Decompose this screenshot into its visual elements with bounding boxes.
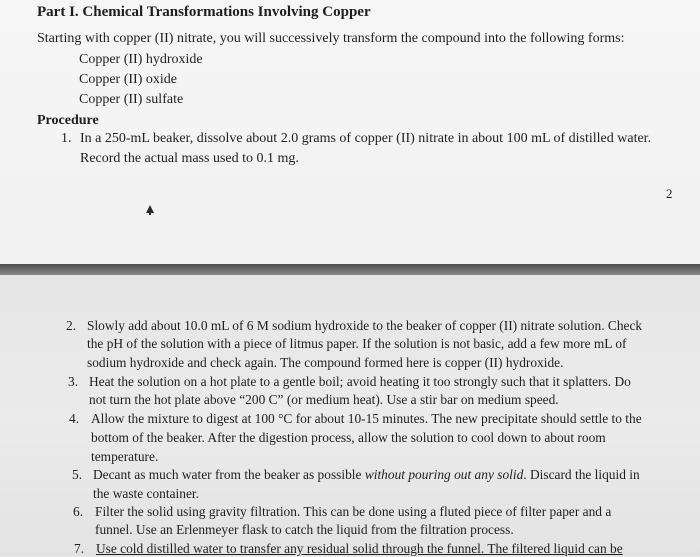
step-text-emphasis: without pouring out any solid [364,467,524,482]
step-number: 6. [73,504,84,519]
form-item: Copper (II) hydroxide [79,52,203,67]
part-title: Part I. Chemical Transformations Involving Copper [37,4,371,20]
step-number: 4. [69,411,80,426]
page-number: 2 [666,186,673,201]
mouse-cursor-stem [149,211,151,215]
page-divider [0,264,700,275]
step-number: 7. [74,541,85,556]
step-number: 5. [72,467,83,482]
step-text [93,467,640,483]
step-text: bottom of the beaker. After the digestion process, allow the solution to cool down to about room [91,430,606,445]
form-item: Copper (II) sulfate [79,92,184,107]
step-text: In a 250-mL beaker, dissolve about 2.0 grams of copper (II) nitrate in about 100 mL of distilled water. [80,131,652,146]
procedure-heading: Procedure [37,113,99,128]
step-number: 1. [61,131,72,146]
step-text: sodium hydroxide and check again. The compound formed here is copper (II) hydroxide. [87,355,564,370]
step-number: 3. [68,374,79,389]
step-number: 2. [66,318,77,333]
step-text: Heat the solution on a hot plate to a gentle boil; avoid heating it too strongly such that it splatters. Do [89,374,631,389]
step-text: not turn the hot plate above “200 C” (or medium heat). Use a stir bar on medium speed. [89,392,559,407]
step-text-part: . Discard the liquid in [523,467,640,482]
step-text: Use cold distilled water to transfer any residual solid through the funnel. The filtered liquid can be [96,541,623,556]
step-text: the waste container. [93,486,199,501]
form-item: Copper (II) oxide [79,72,177,87]
step-text: Allow the mixture to digest at 100 °C for about 10-15 minutes. The new precipitate should settle to the [91,411,642,426]
intro-text: Starting with copper (II) nitrate, you will successively transform the compound into the following forms: [37,31,625,46]
page-bottom [0,275,700,556]
page-top [0,0,700,264]
step-text: Record the actual mass used to 0.1 mg. [80,151,299,166]
step-text: the pH of the solution with a piece of litmus paper. If the solution is not basic, add a few more mL of [87,336,627,351]
step-text: temperature. [91,449,159,464]
step-text: Filter the solid using gravity filtration. This can be done using a fluted piece of filter paper and a [95,504,612,519]
step-text: Slowly add about 10.0 mL of 6 M sodium hydroxide to the beaker of copper (II) nitrate solution. Check [87,318,643,333]
step-text-part: Decant as much water from the beaker as possible [93,467,365,482]
step-text: funnel. Use an Erlenmeyer flask to catch the liquid from the filtration process. [95,522,514,537]
